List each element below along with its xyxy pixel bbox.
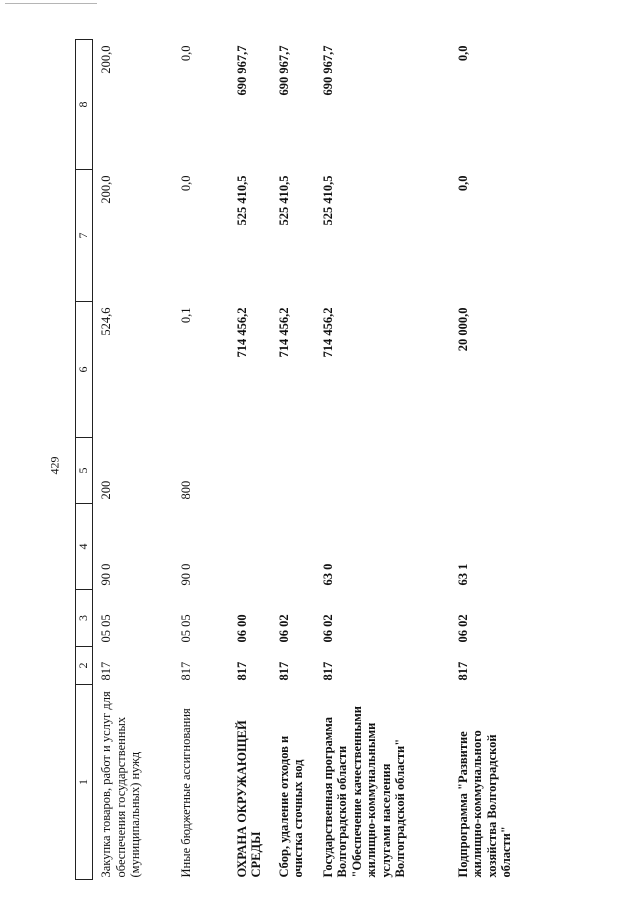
- header-col-8: 8: [76, 40, 93, 170]
- row-ved-code: 817: [320, 661, 335, 681]
- row-ved-code: 817: [178, 661, 193, 681]
- row-amount-1: 20 000,0: [455, 307, 470, 352]
- row-amount-3: 0,0: [455, 45, 470, 62]
- table-body: [93, 40, 545, 880]
- row-amount-3: 0,0: [178, 45, 193, 62]
- table-row: [93, 40, 173, 880]
- row-expense-type: [271, 438, 315, 504]
- row-amount-2: 200,0: [99, 175, 113, 204]
- row-ved-code: 817: [234, 661, 249, 681]
- header-col-1: 1: [76, 685, 93, 880]
- row-target-code: 90 0: [178, 563, 193, 586]
- page-number: 429: [47, 456, 62, 475]
- header-col-7: 7: [76, 170, 93, 302]
- row-expense-type: 200: [99, 480, 113, 500]
- table-row: [173, 40, 229, 880]
- row-amount-3: 690 967,7: [234, 45, 249, 96]
- row-section-code: 06 02: [320, 614, 335, 643]
- row-section-code: 06 02: [276, 614, 291, 643]
- table-row: [229, 40, 271, 880]
- row-expense-type: [315, 438, 450, 504]
- row-expense-type: [229, 438, 271, 504]
- row-amount-3: 690 967,7: [320, 45, 335, 96]
- row-amount-3: 690 967,7: [276, 45, 291, 96]
- row-amount-2: 525 410,5: [234, 175, 249, 226]
- table-row: [450, 40, 545, 880]
- row-expense-type: 800: [178, 480, 193, 500]
- header-row: [76, 40, 93, 880]
- budget-table-wrap: [75, 40, 535, 880]
- row-section-code: 05 05: [178, 614, 193, 643]
- table-row: [315, 40, 450, 880]
- row-amount-1: 714 456,2: [320, 307, 335, 358]
- row-target-code: 63 0: [320, 563, 335, 586]
- row-target-code: 63 1: [455, 563, 470, 586]
- row-target-code: 90 0: [99, 563, 113, 586]
- header-col-6: 6: [76, 302, 93, 438]
- row-name: Сбор, удаление отходов и очистка сточных вод: [276, 735, 305, 878]
- row-amount-3: 200,0: [99, 45, 113, 74]
- row-amount-1: 714 456,2: [234, 307, 249, 358]
- row-ved-code: 817: [455, 661, 470, 681]
- row-amount-1: 0,1: [178, 307, 193, 324]
- row-target-code: [271, 504, 315, 590]
- row-name: Подпрограмма "Развитие жилищно-коммунального хозяйства Волгоградской области": [455, 730, 513, 878]
- top-rule: [5, 3, 97, 4]
- row-amount-1: 524,6: [99, 307, 113, 336]
- header-col-2: 2: [76, 647, 93, 685]
- row-amount-2: 0,0: [455, 175, 470, 192]
- row-ved-code: 817: [99, 661, 113, 681]
- header-col-4: 4: [76, 504, 93, 590]
- row-amount-2: 0,0: [178, 175, 193, 192]
- row-ved-code: 817: [276, 661, 291, 681]
- row-section-code: 06 00: [234, 614, 249, 643]
- header-col-3: 3: [76, 590, 93, 647]
- row-name: ОХРАНА ОКРУЖАЮЩЕЙ СРЕДЫ: [234, 720, 263, 878]
- row-target-code: [229, 504, 271, 590]
- row-name: Закупка товаров, работ и услуг для обеспечения государственных (муниципальных) нужд: [99, 691, 142, 878]
- row-expense-type: [450, 438, 545, 504]
- table-row: [271, 40, 315, 880]
- row-section-code: 06 02: [455, 614, 470, 643]
- row-name: Государственная программа Волгоградской области "Обеспечение качественными жилищно-коммунальными услугами населения Волгоградской области": [320, 706, 407, 878]
- row-amount-2: 525 410,5: [320, 175, 335, 226]
- header-col-5: 5: [76, 438, 93, 504]
- budget-table: [75, 39, 545, 880]
- row-section-code: 05 05: [99, 614, 113, 643]
- row-name: Иные бюджетные ассигнования: [178, 708, 193, 878]
- row-amount-2: 525 410,5: [276, 175, 291, 226]
- row-amount-1: 714 456,2: [276, 307, 291, 358]
